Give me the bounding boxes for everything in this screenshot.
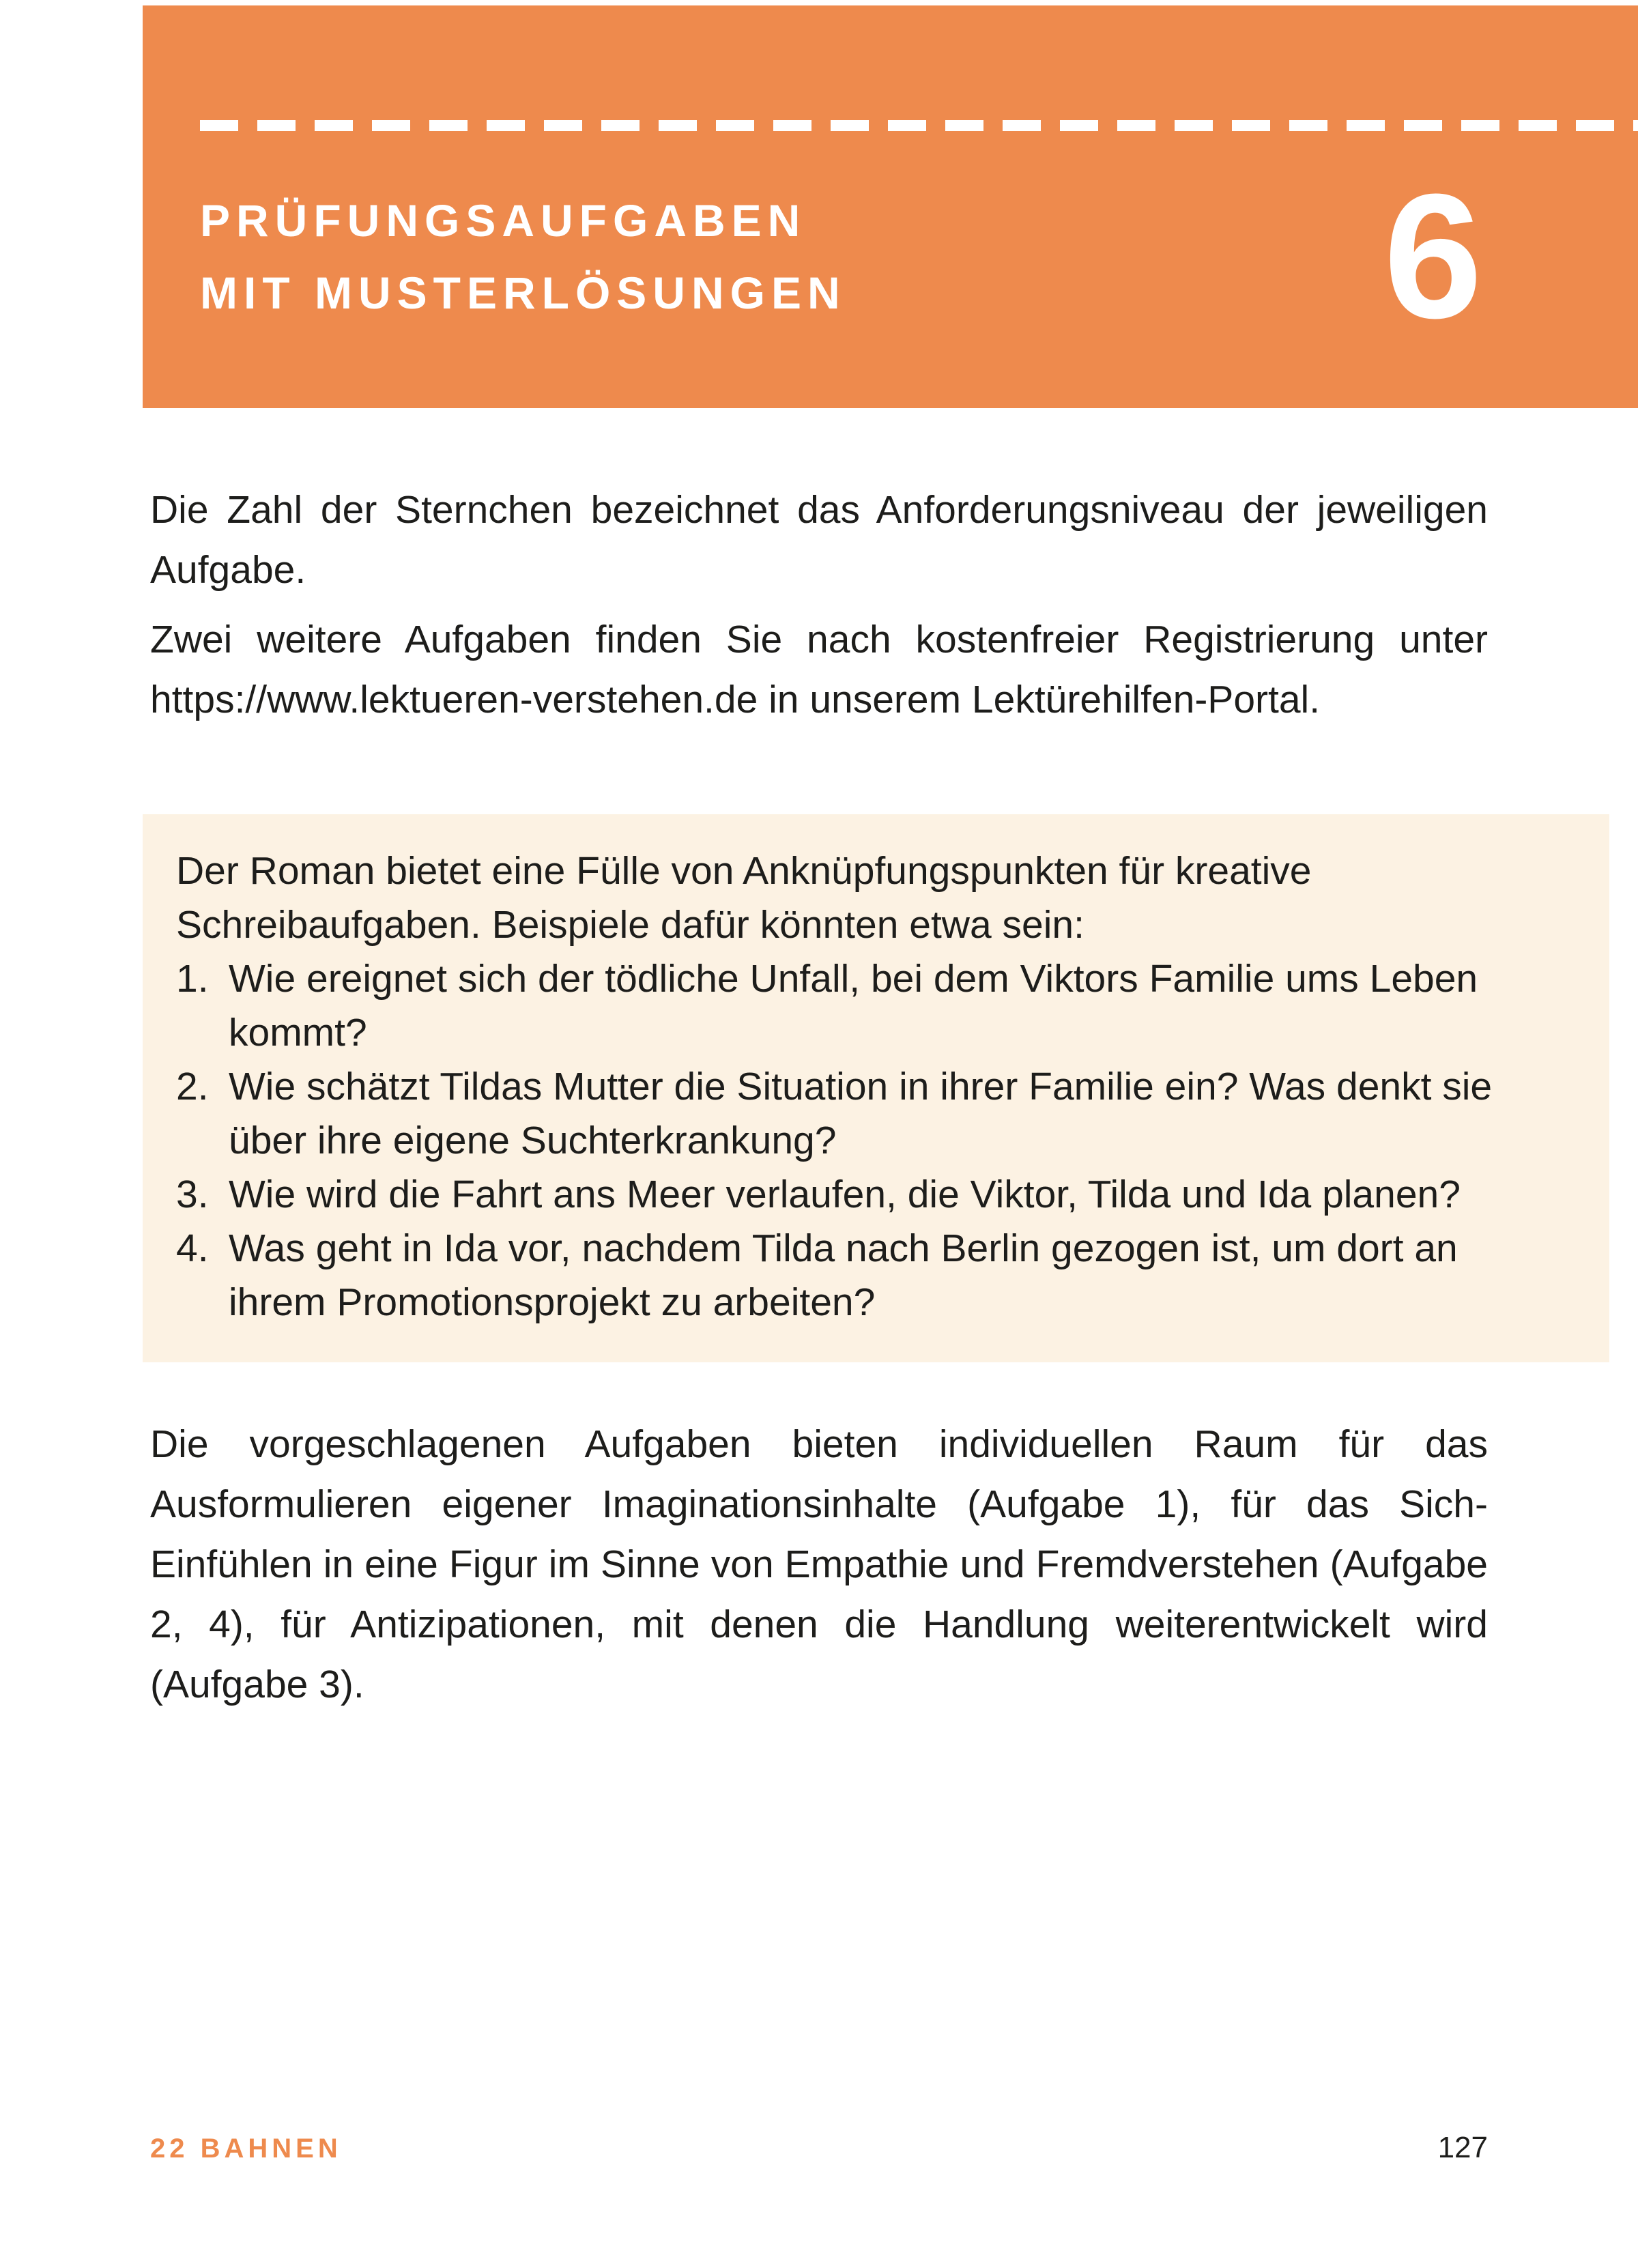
- list-item: [176, 1060, 1566, 1168]
- list-item-number: 4.: [176, 1226, 209, 1270]
- dashed-rule: [200, 120, 1638, 131]
- chapter-title: [200, 184, 846, 329]
- info-box-intro: Der Roman bietet eine Fülle von Anknüpfungspunkten für kreative Schreibaufgaben. Beispiele dafür könnten etwa sein:: [176, 849, 1312, 947]
- list-item-number: 1.: [176, 957, 209, 1001]
- chapter-header: [143, 5, 1638, 408]
- list-item: [176, 952, 1566, 1060]
- list-item-text: Wie wird die Fahrt ans Meer verlaufen, die Viktor, Tilda und Ida planen?: [229, 1173, 1461, 1216]
- list-item-number: 2.: [176, 1065, 209, 1108]
- list-item-text: Was geht in Ida vor, nachdem Tilda nach Berlin gezogen ist, um dort an ihrem Promotionsprojekt zu arbeiten?: [229, 1226, 1458, 1324]
- chapter-title-line1: PRÜFUNGSAUFGABEN: [200, 195, 807, 246]
- list-item: [176, 1168, 1566, 1222]
- intro-paragraph-1: Die Zahl der Sternchen bezeichnet das Anforderungsniveau der jeweiligen Aufgabe.: [150, 488, 1488, 592]
- info-box: [143, 814, 1609, 1362]
- info-box-list: [176, 952, 1566, 1330]
- list-item-text: Wie ereignet sich der tödliche Unfall, bei dem Viktors Familie ums Leben kommt?: [229, 957, 1478, 1054]
- intro-paragraph-2: Zwei weitere Aufgaben finden Sie nach kostenfreier Registrierung unter https://www.lektueren-verstehen.de in unserem Lektürehilfen-Portal.: [150, 618, 1488, 721]
- footer-book-title: 22 BAHNEN: [150, 2134, 342, 2164]
- list-item-text: Wie schätzt Tildas Mutter die Situation in ihrer Familie ein? Was denkt sie über ihre eigene Suchterkrankung?: [229, 1065, 1493, 1162]
- chapter-number: 6: [1383, 158, 1482, 356]
- list-item: [176, 1222, 1566, 1330]
- chapter-title-line2: MIT MUSTERLÖSUNGEN: [200, 268, 846, 318]
- closing-paragraph: Die vorgeschlagenen Aufgaben bieten individuellen Raum für das Ausformulieren eigener Imaginationsinhalte (Aufgabe 1), für das Sich-Einfühlen in eine Figur im Sinne von Empathie und Fremdverstehen (Aufgabe 2, 4), für Antizipationen, mit denen die Handlung weiterentwickelt wird (Aufgabe 3).: [150, 1422, 1488, 1706]
- footer-page-number: 127: [1437, 2131, 1488, 2164]
- list-item-number: 3.: [176, 1173, 209, 1216]
- page-footer: [150, 2131, 1488, 2165]
